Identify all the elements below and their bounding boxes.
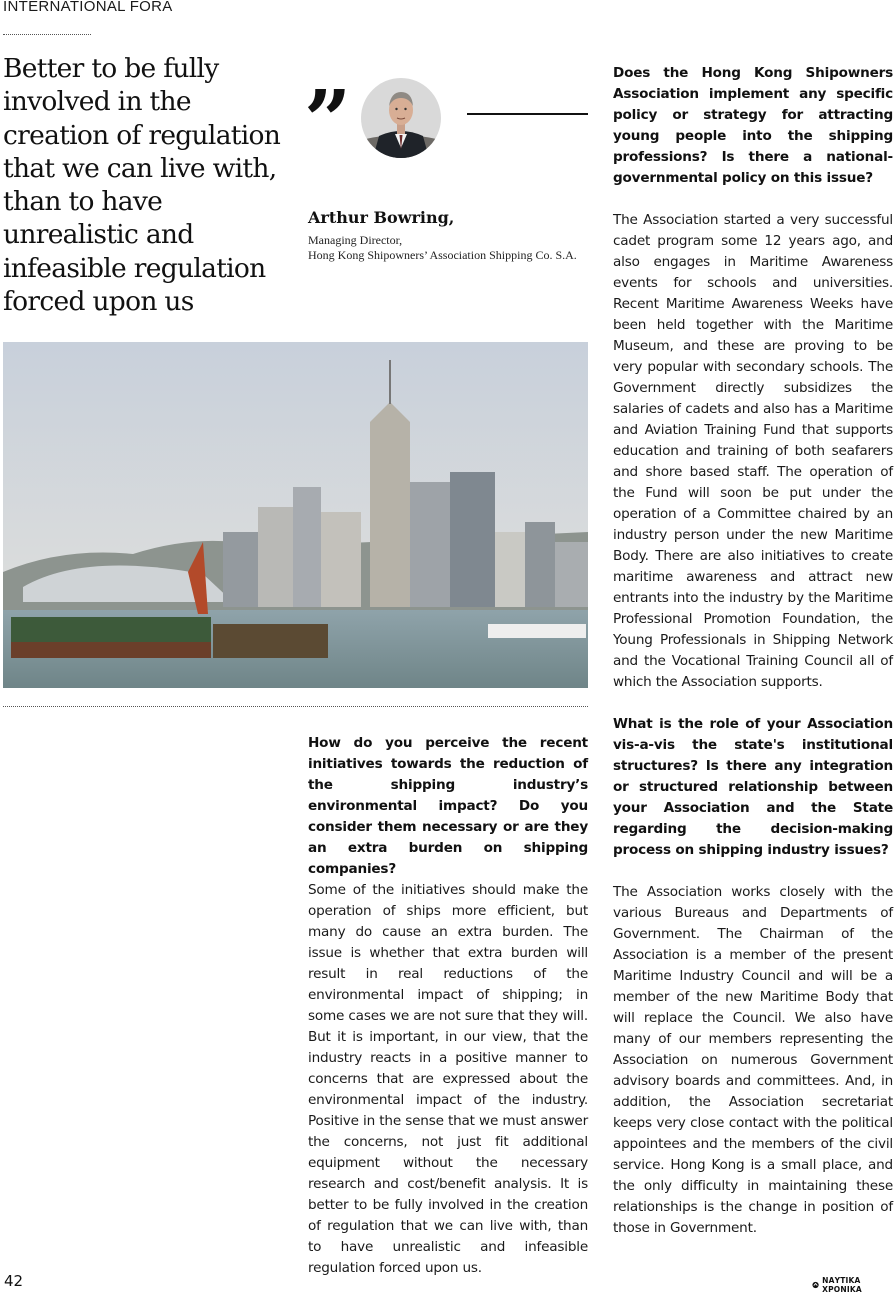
answer-environment: Some of the initiatives should make the operation of ships more efficient, but many do cause an extra burden. The issue is whether that extra burden will result in real reductions of the environmental impact of shipping; in some cases we are not sure that they will. But it is important, in our view, that the industry reacts in a positive manner to concerns that are expressed about the environmental impact of the industry. Positive in the sense that we must answer the concerns, not just fit additional equipment without the necessary research and cost/benefit analysis. It is better to be fully involved in the creation of regulation that we can live with, than to have unrealistic and infeasible regulation forced upon us. bbox=[308, 882, 588, 1276]
author-name: Arthur Bowring, bbox=[308, 208, 455, 227]
brand-name: ΝΑΥΤΙΚΑ ΧΡΟΝΙΚΑ bbox=[822, 1276, 862, 1294]
page-number: 42 bbox=[4, 1272, 24, 1290]
middle-column bbox=[308, 733, 588, 1279]
brand-logo-icon bbox=[812, 1281, 819, 1289]
right-column bbox=[613, 63, 893, 1239]
section-label: INTERNATIONAL FORA bbox=[3, 0, 173, 15]
question-state-role: What is the role of your Association vis-a-vis the state's institutional structures? Is there any integration or structured relationship between your Association and the State regarding the decision-making process on shipping industry issues? bbox=[613, 716, 893, 858]
paragraph-gap bbox=[613, 861, 893, 882]
hong-kong-harbour-photo bbox=[3, 342, 588, 688]
paragraph-gap bbox=[613, 693, 893, 714]
portrait-image bbox=[361, 78, 441, 158]
quote-rule bbox=[467, 113, 588, 115]
harbour-illustration bbox=[3, 342, 588, 688]
author-portrait bbox=[361, 78, 441, 158]
author-title: Managing Director, bbox=[308, 233, 403, 247]
answer-young-people: The Association started a very successful cadet program some 12 years ago, and also engages in Maritime Awareness events for schools and universities. Recent Maritime Awareness Weeks have been held together with the Maritime Museum, and these are proving to be very popular with secondary schools. The Government directly subsidizes the salaries of cadets and also has a Maritime and Aviation Training Fund that supports education and training of both seafarers and shore based staff. The operation of the Fund will soon be put under the operation of a Committee chaired by an industry person under the new Maritime Body. There are also initiatives to create maritime awareness and attract new entrants into the industry by the Maritime Professional Promotion Foundation, the Young Professionals in Shipping Network and the Vocational Training Council all of which the Association supports. bbox=[613, 212, 893, 690]
quote-mark: ” bbox=[304, 73, 352, 169]
publication-brand bbox=[812, 1276, 894, 1294]
header-divider bbox=[3, 34, 91, 35]
pull-quote: Better to be fully involved in the creation of regulation that we can live with, than to have unrealistic and infeasible regulation forced upon us bbox=[3, 53, 281, 318]
question-young-people: Does the Hong Kong Shipowners Association implement any specific policy or strategy for attracting young people into the shipping professions? Is there a national-governmental policy on this issue? bbox=[613, 65, 893, 186]
answer-state-role: The Association works closely with the various Bureaus and Departments of Government. The Chairman of the Association is a member of the present Maritime Industry Council and will be a member of the new Maritime Body that will replace the Council. We also have many of our members representing the Association on numerous Government advisory boards and committees. And, in addition, the Association secretariat keeps very close contact with the political appointees and the members of the civil service. Hong Kong is a small place, and the only difficulty in maintaining these relationships is the change in position of those in Government. bbox=[613, 884, 893, 1236]
author-role bbox=[308, 233, 577, 263]
question-environment: How do you perceive the recent initiatives towards the reduction of the shipping industry’s environmental impact? Do you consider them necessary or are they an extra burden on shipping companies? bbox=[308, 735, 588, 877]
photo-divider bbox=[3, 706, 588, 707]
author-organization: Hong Kong Shipowners’ Association Shipping Co. S.A. bbox=[308, 248, 577, 262]
paragraph-gap bbox=[613, 189, 893, 210]
